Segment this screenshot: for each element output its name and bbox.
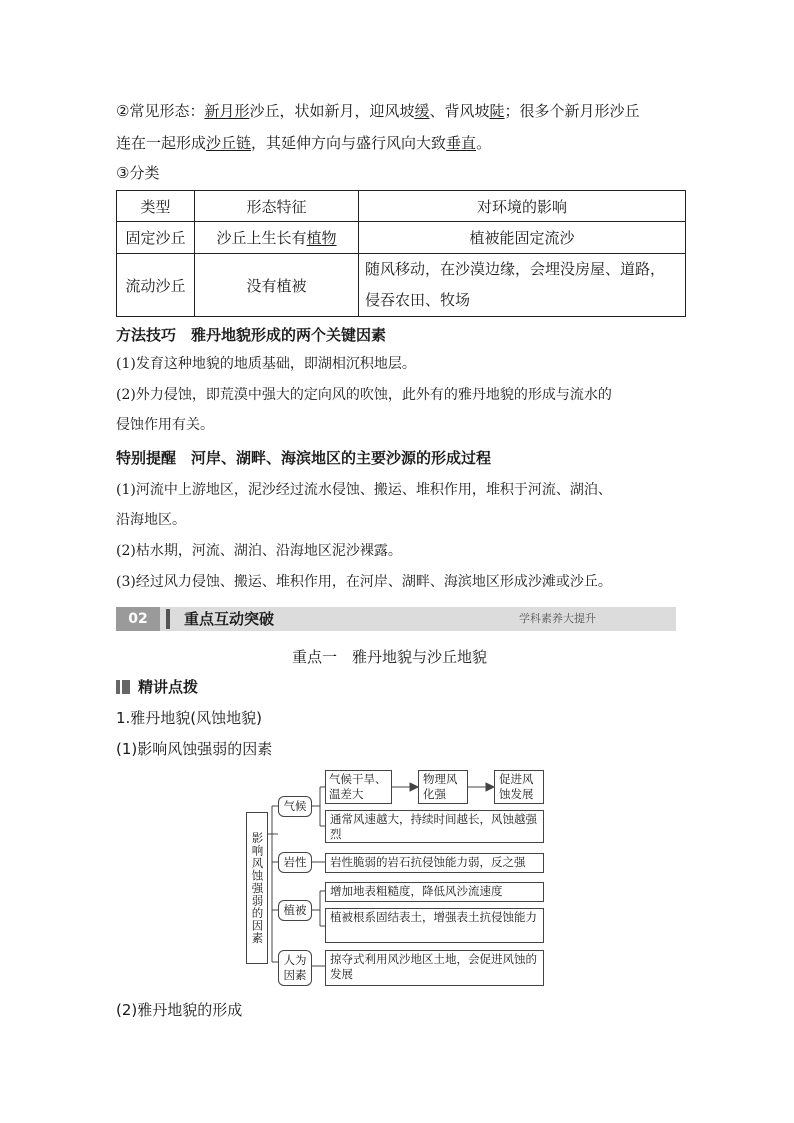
tips-p1: (1)发育这种地貌的地质基础，即湖相沉积地层。 [116,356,416,372]
reminder-p1b: 沿海地区。 [116,512,186,528]
text: ，其延伸方向与盛行风向大致 [251,134,447,152]
header-cell: 对环境的影响 [359,191,686,222]
banner-tag: 学科素养大提升 [519,612,596,625]
node-human-b1: 掠夺式利用风沙地区土地，会促进风蚀的发展 [325,950,544,986]
node-rock: 岩性 [278,852,312,873]
text: 。 [476,134,492,152]
reminder-p2: (2)枯水期，河流、湖泊、沿海地区泥沙裸露。 [116,543,402,559]
text: 沙丘上生长有 [216,229,307,247]
text: ②常见形态： [116,102,205,120]
term: 新月形 [204,102,250,120]
term: 垂直 [446,134,477,152]
banner-title: 重点互动突破 [184,610,275,628]
text: 侵吞农田、牧场 [365,291,471,309]
node-veg-b1: 增加地表粗糙度，降低风沙流速度 [325,882,544,902]
text: ；很多个新月形沙丘 [504,102,640,120]
term: 沙丘链 [206,134,252,152]
text: 随风移动，在沙漠边缘，会埋没房屋、道路， [365,260,666,278]
term: 缓 [414,102,430,120]
subheading: 精讲点拨 [138,678,199,696]
reminder-p3: (3)经过风力侵蚀、搬运、堆积作用，在河岸、湖畔、海滨地区形成沙滩或沙丘。 [116,574,612,590]
tips-p2b: 侵蚀作用有关。 [116,417,214,433]
node-climate-b4: 通常风速越大，持续时间越长，风蚀越强烈 [325,810,544,843]
root-node: 影响风蚀强弱的因素 [246,812,268,964]
tips-p2a: (2)外力侵蚀，即荒漠中强大的定向风的吹蚀，此外有的雅丹地貌的形成与流水的 [116,387,612,403]
text: 沙丘，状如新月，迎风坡 [249,102,415,120]
node-human: 人为因素 [278,950,312,986]
cell-feature: 没有植被 [195,254,359,317]
reminder-title: 特别提醒 河岸、湖畔、海滨地区的主要沙源的形成过程 [116,449,492,467]
node-climate-b1: 气候干旱、温差大 [325,770,392,804]
key-title: 重点一 雅丹地貌与沙丘地貌 [292,648,488,666]
node-climate: 气候 [278,796,312,817]
term: 陡 [489,102,505,120]
cell-type: 流动沙丘 [117,254,195,317]
reminder-p1a: (1)河流中上游地区，泥沙经过流水侵蚀、搬运、堆积作用，堆积于河流、湖泊、 [116,482,612,498]
tips-title: 方法技巧 雅丹地貌形成的两个关键因素 [116,326,387,344]
header-cell: 类型 [117,191,195,222]
classify-heading: ③分类 [116,164,160,182]
heading-3: (2)雅丹地貌的形成 [116,1001,243,1019]
heading-2: (1)影响风蚀强弱的因素 [116,740,273,758]
node-climate-b3: 促进风蚀发展 [494,770,544,804]
node-vegetation: 植被 [278,900,312,921]
term: 植物 [306,229,337,247]
node-climate-b2: 物理风化强 [418,770,468,804]
banner-number: 02 [116,607,160,631]
text: 、背风坡 [429,102,490,120]
heading-1: 1.雅丹地貌(风蚀地貌) [116,709,263,727]
cell-type: 固定沙丘 [117,222,195,254]
cell-impact: 植被能固定流沙 [359,222,686,254]
node-rock-b1: 岩性脆弱的岩石抗侵蚀能力弱，反之强 [325,853,544,873]
header-cell: 形态特征 [195,191,359,222]
text: 连在一起形成 [116,134,207,152]
node-veg-b2: 植被根系固结表土，增强表土抗侵蚀能力 [325,908,544,943]
